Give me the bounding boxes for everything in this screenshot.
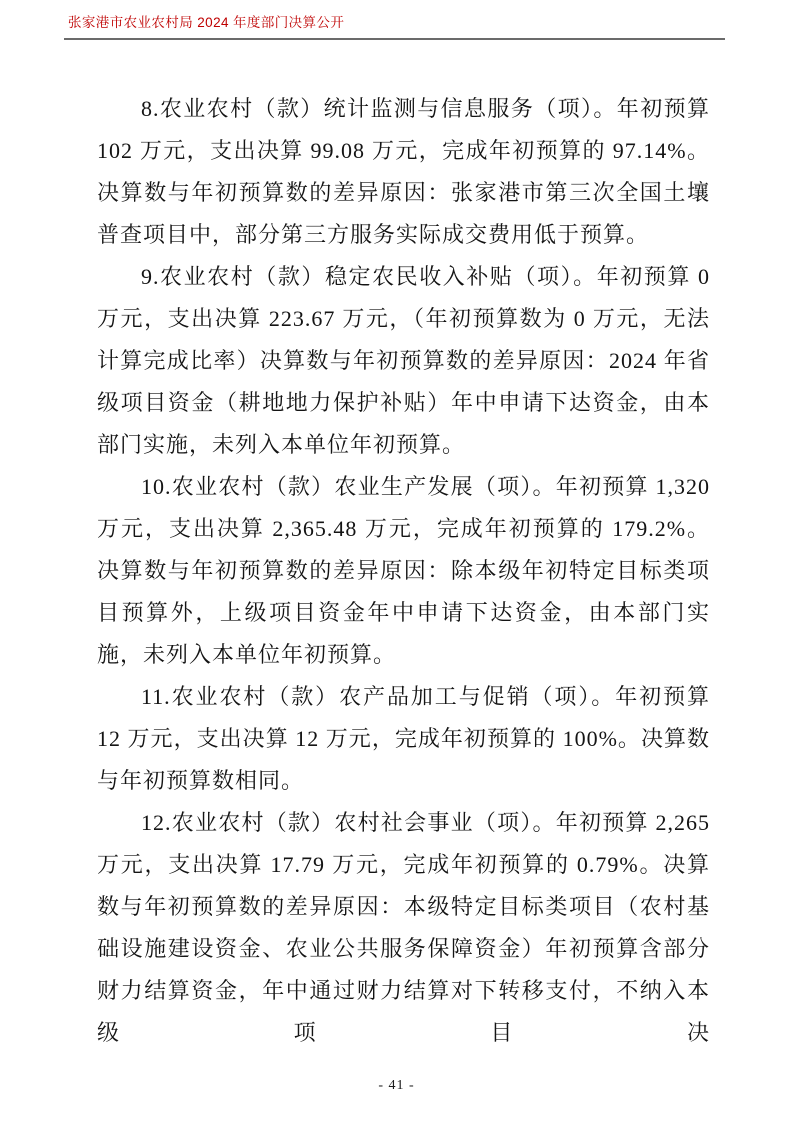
page-number: - 41 - (378, 1078, 415, 1093)
paragraph-9: 9.农业农村（款）稳定农民收入补贴（项）。年初预算 0 万元，支出决算 223.67 万元，（年初预算数为 0 万元，无法计算完成比率）决算数与年初预算数的差异原因：2024 年省级项目资金（耕地地力保护补贴）年中申请下达资金，由本部门实施，未列入本单位年初预算。 (97, 264, 710, 457)
paragraph-12: 12.农业农村（款）农村社会事业（项）。年初预算 2,265 万元，支出决算 17.79 万元，完成年初预算的 0.79%。决算数与年初预算数的差异原因：本级特定目标类项目（农村基础设施建设资金、农业公共服务保障资金）年初预算含部分财力结算资金，年中通过财力结算对下转移支付，不纳入本级项目决 (97, 810, 710, 1045)
document-body (97, 88, 710, 1054)
paragraph-11: 11.农业农村（款）农产品加工与促销（项）。年初预算 12 万元，支出决算 12 万元，完成年初预算的 100%。决算数与年初预算数相同。 (97, 684, 710, 793)
header-rule (64, 38, 725, 40)
paragraph-8: 8.农业农村（款）统计监测与信息服务（项）。年初预算 102 万元，支出决算 99.08 万元，完成年初预算的 97.14%。决算数与年初预算数的差异原因：张家港市第三次全国土壤普查项目中，部分第三方服务实际成交费用低于预算。 (97, 96, 710, 247)
page-footer (0, 1078, 793, 1094)
document-header-title: 张家港市农业农村局 2024 年度部门决算公开 (68, 15, 345, 30)
paragraph-10: 10.农业农村（款）农业生产发展（项）。年初预算 1,320 万元，支出决算 2,365.48 万元，完成年初预算的 179.2%。决算数与年初预算数的差异原因：除本级年初特定目标类项目预算外，上级项目资金年中申请下达资金，由本部门实施，未列入本单位年初预算。 (97, 474, 710, 667)
